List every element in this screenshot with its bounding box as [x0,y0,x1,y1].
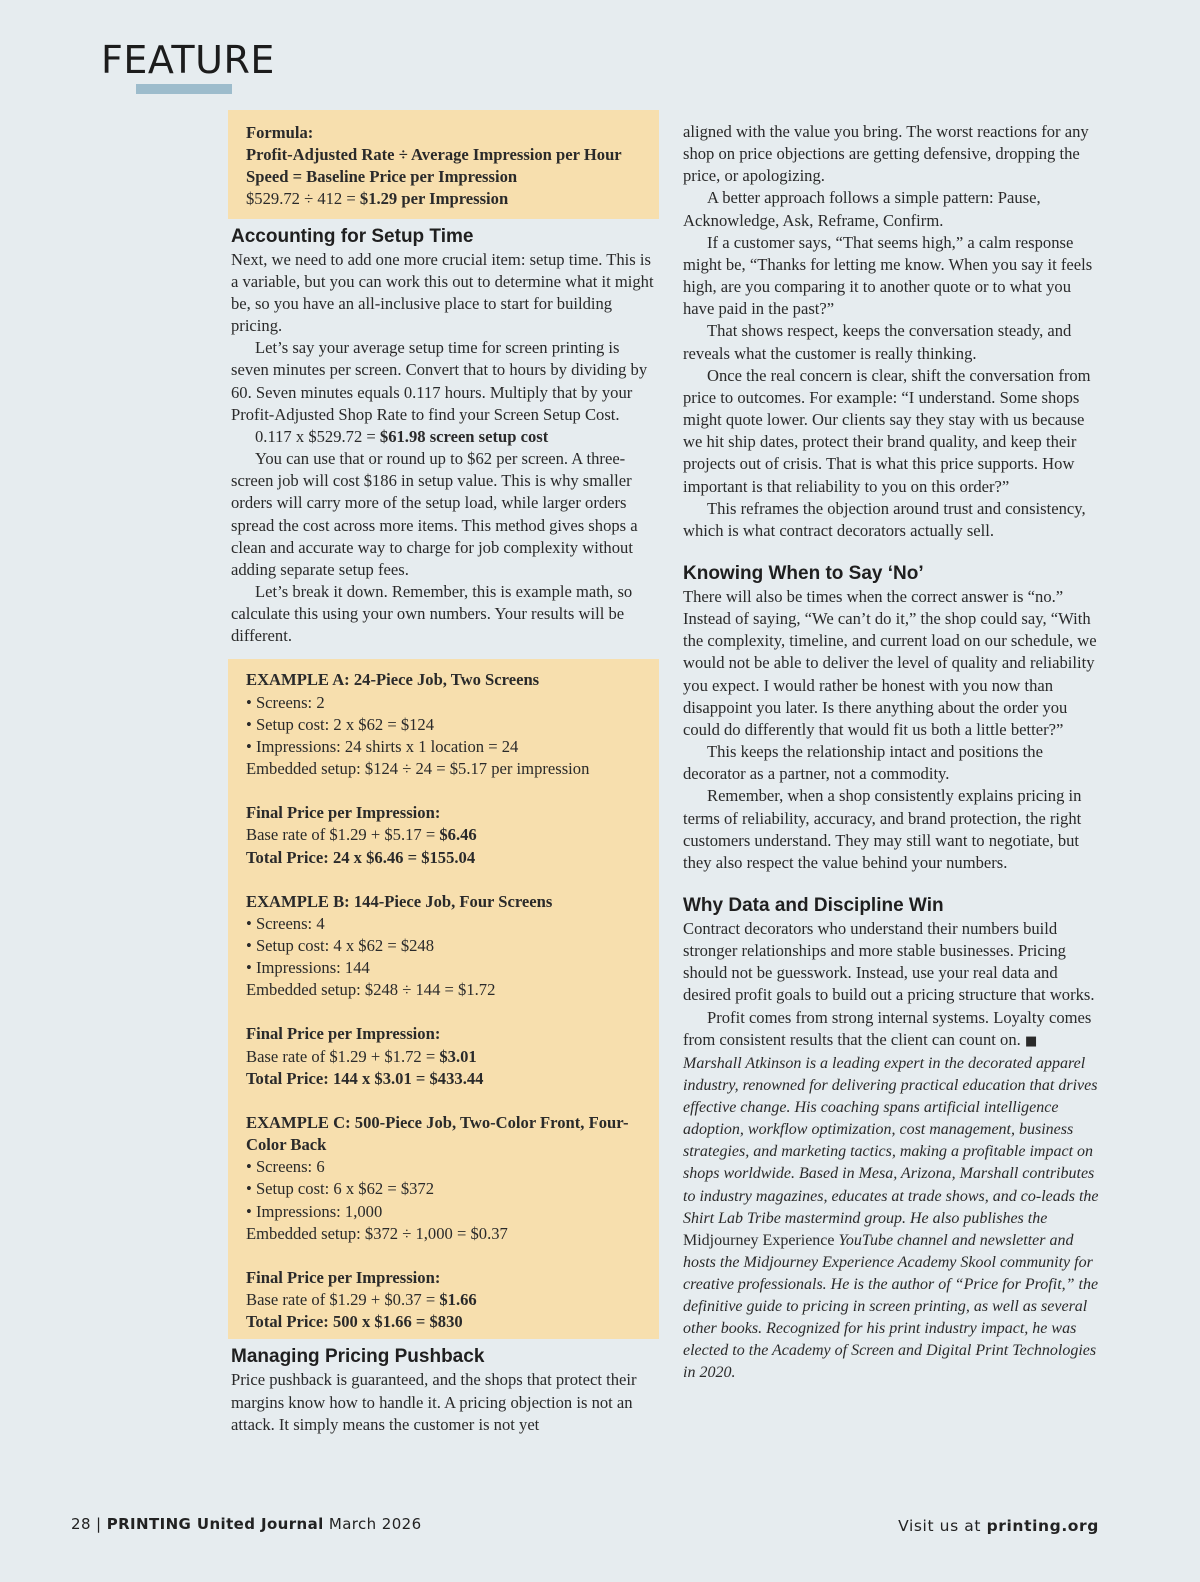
example-bullet: • Screens: 2 [246,692,325,712]
pushback-paragraph: A better approach follows a simple pattern: Pause, Acknowledge, Ask, Reframe, Confirm. [683,188,1041,230]
example-total: Total Price: 144 x $3.01 = $433.44 [246,1068,484,1088]
setup-paragraph: Let’s say your average setup time for screen printing is seven minutes per screen. Convert that to hours by dividing by 60. Seven minutes equals 0.117 hours. Multiply that by your Profit-Adjusted Shop Rate to find your Screen Setup Cost. [231,338,648,424]
example-bullet: • Setup cost: 2 x $62 = $124 [246,714,435,734]
setup-calc: 0.117 x $529.72 = $61.98 screen setup cost [255,426,549,446]
heading-saying-no: Knowing When to Say ‘No’ [683,562,924,584]
section-label-underline [136,84,232,94]
page-footer-left: 28 | PRINTING United Journal March 2026 [71,1515,422,1533]
no-paragraph: This keeps the relationship intact and positions the decorator as a partner, not a commodity. [683,742,1043,784]
example-final-label: Final Price per Impression: [246,1024,441,1044]
example-base-rate: Base rate of $1.29 + $5.17 = $6.46 [246,825,477,845]
example-final-label: Final Price per Impression: [246,803,441,823]
journal-name: PRINTING United Journal [106,1515,324,1533]
right-column [683,121,1106,1384]
why-paragraph: Profit comes from strong internal systems. Loyalty comes from consistent results that the client can count on. ■ [683,1007,1092,1049]
no-paragraph: There will also be times when the correct answer is “no.” Instead of saying, “We can’t do it,” the shop could say, “With the complexity, timeline, and current load on our schedule, we would not be able to deliver the level of quality and reliability you expect. I would rather be honest with you now than disappoint you later. Is there anything about the order you could do differently that would fit us both a little better?” [683,586,1097,739]
left-column [231,110,654,1436]
setup-paragraph: You can use that or round up to $62 per screen. A three-screen job will cost $186 in setup value. This is why smaller orders will carry more of the setup load, while larger orders spread the cost across more items. This method gives shops a clean and accurate way to charge for job complexity without adding separate setup fees. [231,449,638,579]
heading-setup-time: Accounting for Setup Time [231,225,474,247]
formula-box [228,110,659,219]
example-bullet: • Impressions: 24 shirts x 1 location = 24 [246,736,519,756]
example-embedded: Embedded setup: $248 ÷ 144 = $1.72 [246,980,496,1000]
pushback-paragraph: If a customer says, “That seems high,” a calm response might be, “Thanks for letting me know. When you say it feels high, are you comparing it to another quote or to what you have paid in the past?” [683,232,1093,319]
heading-data-discipline: Why Data and Discipline Win [683,895,944,916]
pushback-paragraph: This reframes the objection around trust and consistency, which is what contract decorators actually sell. [683,498,1086,540]
page-footer-right: Visit us at printing.org [898,1517,1099,1535]
example-base-rate: Base rate of $1.29 + $1.72 = $3.01 [246,1046,477,1066]
setup-calc-result: $61.98 screen setup cost [379,426,549,446]
pushback-paragraph: Once the real concern is clear, shift the conversation from price to outcomes. For example: “I understand. Some shops might quote lower. Our clients say they stay with us because we hit ship dates, protect their brand quality, and keep their projects out of crisis. That is what this price supports. How important is that reliability to you on this order?” [683,365,1091,496]
example-title: EXAMPLE A: 24-Piece Job, Two Screens [246,670,540,690]
example-bullet: • Setup cost: 4 x $62 = $248 [246,936,435,955]
example-embedded: Embedded setup: $124 ÷ 24 = $5.17 per impression [246,759,590,779]
website-link[interactable]: printing.org [986,1517,1099,1535]
why-paragraph: Contract decorators who understand their numbers build stronger relationships and more stable businesses. Pricing should not be guesswork. Instead, use your real data and desired profit goals to build out a pricing structure that works. [683,919,1095,1005]
example-bullet: • Setup cost: 6 x $62 = $372 [246,1179,435,1199]
example-embedded: Embedded setup: $372 ÷ 1,000 = $0.37 [246,1223,508,1243]
example-bullet: • Screens: 4 [246,913,325,933]
formula-result: $1.29 per Impression [359,189,509,209]
author-bio: Marshall Atkinson is a leading expert in the decorated apparel industry, renowned for delivering practical education that drives effective change. His coaching spans artificial intelligence adoption, workflow optimization, cost management, business strategies, and marketing tactics, making a profitable impact on shops worldwide. Based in Mesa, Arizona, Marshall contributes to industry magazines, educates at trade shows, and co-leads the Shirt Lab Tribe mastermind group. He also publishes the Midjourney Experience YouTube channel and newsletter and hosts the Midjourney Experience Academy Skool community for creative professionals. He is the author of “Price for Profit,” the definitive guide to pricing in screen printing, as well as several other books. Recognized for his print industry impact, he was elected to the Academy of Screen and Digital Print Technologies in 2020. [683,1054,1099,1382]
issue-date: March 2026 [323,1515,422,1533]
example-bullet: • Impressions: 144 [246,958,370,978]
page-number: 28 [71,1515,91,1533]
setup-paragraph: Next, we need to add one more crucial item: setup time. This is a variable, but you can work this out to determine what it might be, so you have an all-inclusive place to start for building pricing. [231,249,654,336]
example-total: Total Price: 500 x $1.66 = $830 [246,1312,463,1332]
example-title: EXAMPLE B: 144-Piece Job, Four Screens [246,891,553,911]
pushback-paragraph: That shows respect, keeps the conversation steady, and reveals what the customer is really thinking. [683,321,1072,363]
example-bullet: • Screens: 6 [246,1157,325,1177]
formula-line: Profit-Adjusted Rate ÷ Average Impression per Hour Speed = Baseline Price per Impression [246,145,622,187]
formula-calc: $529.72 ÷ 412 = $1.29 per Impression [246,189,509,209]
heading-pricing-pushback: Managing Pricing Pushback [231,1346,485,1368]
example-total: Total Price: 24 x $6.46 = $155.04 [246,847,476,867]
no-paragraph: Remember, when a shop consistently explains pricing in terms of reliability, accuracy, and brand protection, the right customers understand. They may still want to negotiate, but they also respect the value behind your numbers. [683,786,1082,872]
end-mark-icon: ■ [1024,1033,1038,1049]
formula-label: Formula: [246,123,314,142]
setup-paragraph: Let’s break it down. Remember, this is example math, so calculate this using your own numbers. Your results will be different. [231,581,633,646]
pushback-paragraph: Price pushback is guaranteed, and the shops that protect their margins know how to handle it. A pricing objection is not an attack. It simply means the customer is not yet [231,1370,637,1434]
example-title: EXAMPLE C: 500-Piece Job, Two-Color Front, Four-Color Back [246,1112,629,1155]
section-label: FEATURE [101,38,275,82]
example-bullet: • Impressions: 1,000 [246,1201,383,1221]
examples-box [228,659,659,1339]
example-base-rate: Base rate of $1.29 + $0.37 = $1.66 [246,1290,477,1310]
example-final-label: Final Price per Impression: [246,1267,441,1287]
pushback-paragraph-continued: aligned with the value you bring. The worst reactions for any shop on price objections are getting defensive, dropping the price, or apologizing. [683,122,1089,186]
